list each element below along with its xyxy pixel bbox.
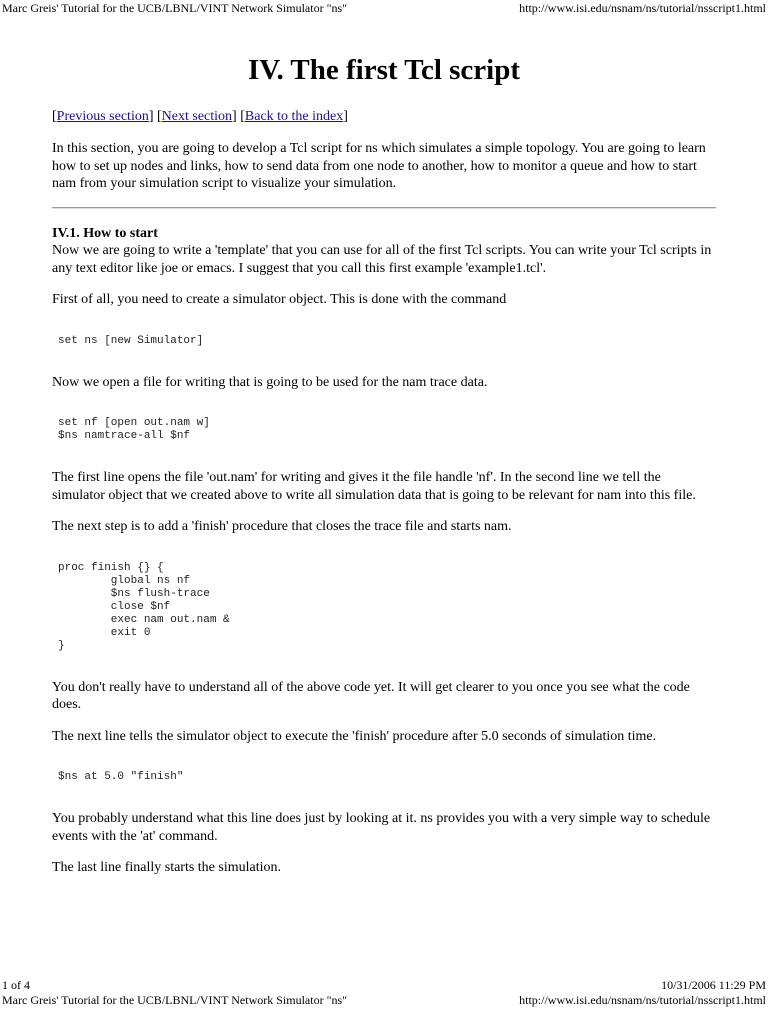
- paragraph-finish-procedure: The next step is to add a 'finish' procedure that closes the trace file and starts nam.: [52, 519, 512, 534]
- code-block-simulator: set ns [new Simulator]: [58, 334, 204, 347]
- nav-bracket-open: [: [157, 109, 162, 124]
- code-block-nam-trace: set nf [open out.nam w] $ns namtrace-all $nf: [58, 417, 210, 442]
- back-to-index-link[interactable]: Back to the index: [244, 109, 344, 124]
- next-section-link[interactable]: Next section: [161, 109, 233, 124]
- nav-bracket-close: ]: [148, 109, 154, 124]
- paragraph-start-simulation: The last line finally starts the simulation.: [52, 860, 282, 875]
- nav-bracket-close: ]: [232, 109, 237, 124]
- page-title: IV. The first Tcl script: [247, 54, 521, 86]
- paragraph-file-handle: The first line opens the file 'out.nam' for writing and gives it the file handle 'nf'. In the second line we tell the simulator object that we created above to write all simulation data that is going to be relevant for nam into this file.: [52, 470, 696, 503]
- footer-page-title: Marc Greis' Tutorial for the UCB/LBNL/VINT Network Simulator "ns": [2, 993, 348, 1007]
- paragraph-understand-code: You don't really have to understand all of the above code yet. It will get clearer to you once you see what the code does.: [52, 679, 690, 712]
- footer-page-number: 1 of 4: [2, 978, 30, 992]
- section-heading: IV.1. How to start: [52, 225, 158, 241]
- paragraph-template: Now we are going to write a 'template' that you can use for all of the first Tcl scripts. You can write your Tcl scripts in any text editor like joe or emacs. I suggest that you call this first example 'example1.tcl'.: [52, 243, 712, 276]
- section-navigation: [52, 108, 716, 126]
- footer-timestamp: 10/31/2006 11:29 PM: [661, 978, 766, 992]
- section-divider: [52, 207, 716, 209]
- paragraph-execute-finish: The next line tells the simulator object to execute the 'finish' procedure after 5.0 seconds of simulation time.: [52, 728, 657, 744]
- paragraph-open-file: Now we open a file for writing that is going to be used for the nam trace data.: [52, 374, 488, 390]
- header-page-title: Marc Greis' Tutorial for the UCB/LBNL/VINT Network Simulator "ns": [2, 1, 348, 15]
- intro-paragraph: In this section, you are going to develop a Tcl script for ns which simulates a simple topology. You are going to learn how to set up nodes and links, how to send data from one node to another, how to monitor a queue and how to start nam from your simulation script to visualize your simulation.: [52, 141, 706, 191]
- footer-url: http://www.isi.edu/nsnam/ns/tutorial/nsscript1.html: [519, 993, 766, 1007]
- code-block-schedule-finish: $ns at 5.0 "finish": [58, 771, 184, 783]
- document-body: [52, 40, 716, 891]
- previous-section-link[interactable]: Previous section: [56, 109, 149, 124]
- paragraph-simulator-object: First of all, you need to create a simulator object. This is done with the command: [52, 292, 507, 307]
- paragraph-at-command: You probably understand what this line does just by looking at it. ns provides you with a very simple way to schedule events with the 'at' command.: [52, 811, 711, 844]
- nav-bracket-open: [: [52, 109, 57, 124]
- code-block-finish-proc: proc finish {} { global ns nf $ns flush-trace close $nf exec nam out.nam & exit 0 }: [58, 561, 230, 652]
- print-header: [0, 0, 768, 16]
- header-url: http://www.isi.edu/nsnam/ns/tutorial/nsscript1.html: [519, 1, 766, 15]
- nav-bracket-open: [: [240, 109, 245, 124]
- print-footer: [0, 978, 768, 1024]
- nav-bracket-close: ]: [343, 109, 348, 124]
